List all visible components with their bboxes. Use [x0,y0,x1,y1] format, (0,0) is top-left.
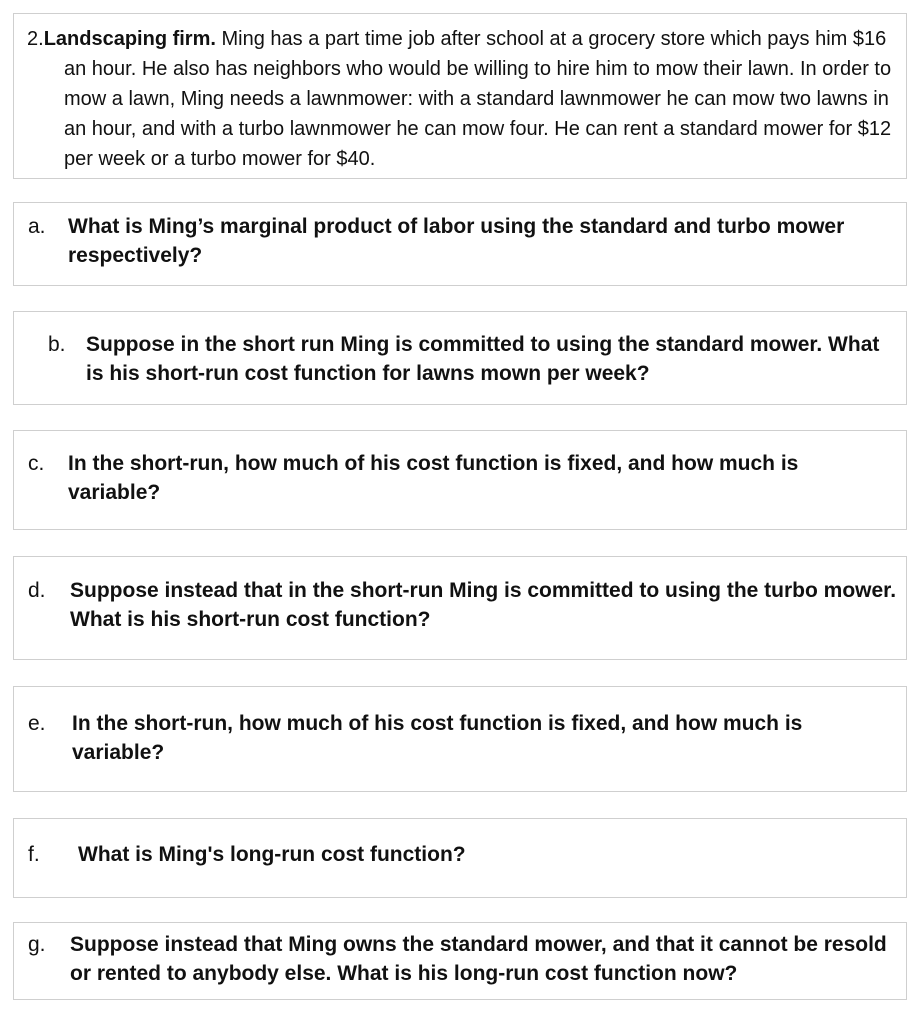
question-g-text: Suppose instead that Ming owns the standard mower, and that it cannot be resold or rented to anybody else. What is his long-run cost function now? [70,933,887,985]
question-g [28,930,888,988]
question-f-text: What is Ming's long-run cost function? [78,843,466,866]
question-b-text: Suppose in the short run Ming is committed to using the standard mower. What is his short-run cost function for lawns mown per week? [86,333,880,385]
question-c-text: In the short-run, how much of his cost function is fixed, and how much is variable? [68,452,799,504]
problem-body-wrapper [27,24,893,174]
question-g-label: g. [28,933,46,956]
problem-statement [27,24,893,174]
question-e-label: e. [28,712,46,735]
question-a [28,212,888,270]
question-d [28,576,900,634]
question-a-text: What is Ming’s marginal product of labor using the standard and turbo mower respectively? [68,215,845,267]
question-d-label: d. [28,579,46,602]
question-b-label: b. [48,333,66,356]
problem-text: Ming has a part time job after school at a grocery store which pays him $16 an hour. He also has neighbors who would be willing to hire him to mow their lawn. In order to mow a lawn, Ming needs a lawnmower: with a standard lawnmower he can mow two lawns in an hour, and with a turbo lawnmower he can mow four. He can rent a standard mower for $12 per week or a turbo mower for $40. [64,28,892,170]
question-d-text: Suppose instead that in the short-run Ming is committed to using the turbo mower. What is his short-run cost function? [70,579,897,631]
question-c [28,449,888,507]
question-b [48,330,890,388]
question-c-label: c. [28,452,45,475]
question-e [28,709,888,767]
problem-number: 2. [27,28,44,50]
question-e-text: In the short-run, how much of his cost function is fixed, and how much is variable? [72,712,803,764]
question-f-label: f. [28,843,40,866]
problem-title: Landscaping firm. [43,28,216,50]
question-a-label: a. [28,215,46,238]
question-f [28,840,888,869]
